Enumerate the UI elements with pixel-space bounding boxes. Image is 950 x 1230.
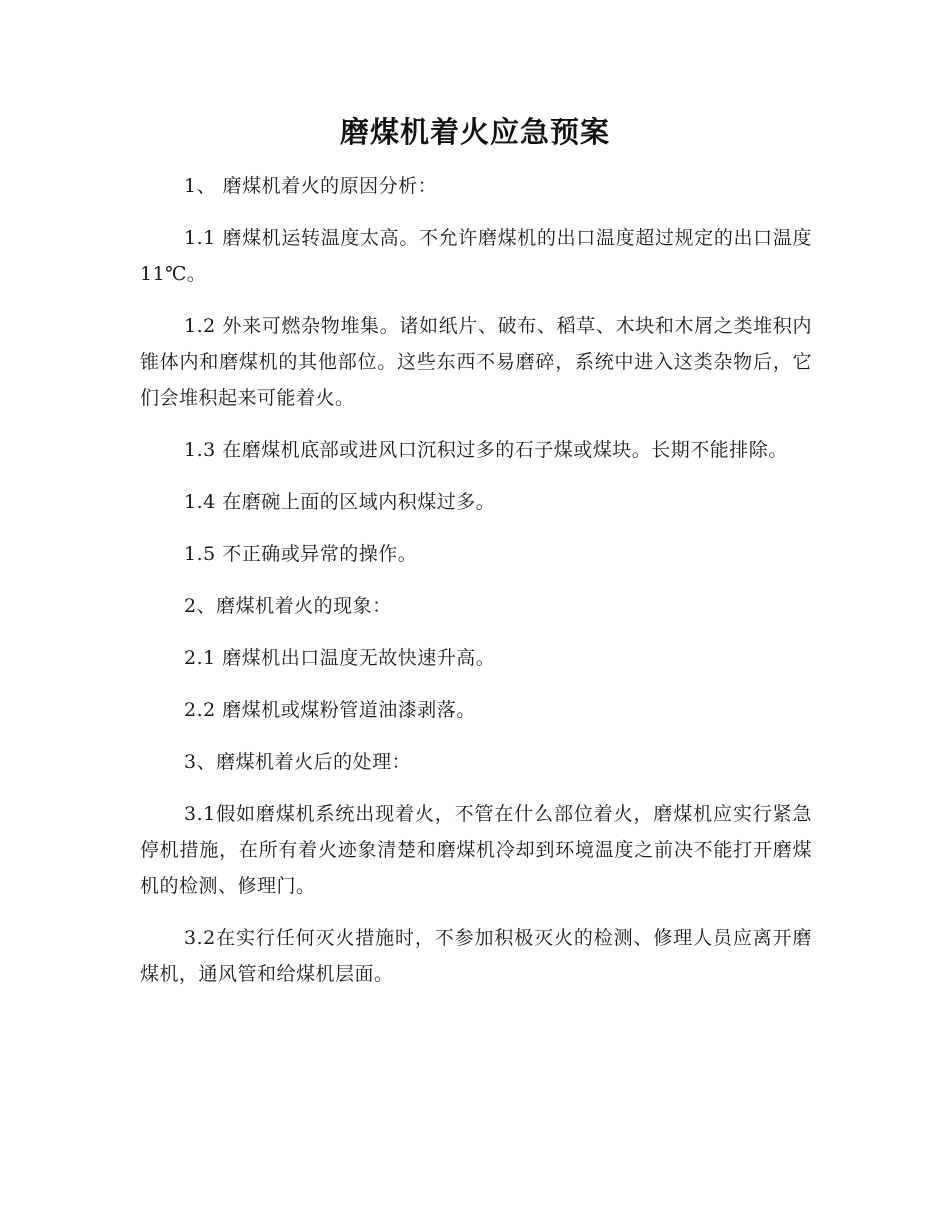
paragraph-3-2: 3.2在实行任何灭火措施时，不参加积极灭火的检测、修理人员应离开磨煤机，通风管和给煤机层面。: [140, 927, 812, 985]
paragraph-1-4: 1.4 在磨碗上面的区域内积煤过多。: [184, 491, 496, 513]
document-title: 磨煤机着火应急预案: [339, 115, 610, 149]
section-heading-symptoms: 2、磨煤机着火的现象：: [184, 595, 392, 617]
section-heading-handling: 3、磨煤机着火后的处理：: [184, 751, 412, 773]
paragraph-1-1: 1.1 磨煤机运转温度太高。不允许磨煤机的出口温度超过规定的出口温度11℃。: [140, 227, 812, 285]
document-body: [140, 168, 812, 1008]
paragraph-3-1: 3.1假如磨煤机系统出现着火，不管在什么部位着火，磨煤机应实行紧急停机措施，在所有着火迹象清楚和磨煤机冷却到环境温度之前决不能打开磨煤机的检测、修理门。: [140, 803, 812, 897]
paragraph-2-1: 2.1 磨煤机出口温度无故快速升高。: [184, 647, 496, 669]
paragraph-1-2: 1.2 外来可燃杂物堆集。诸如纸片、破布、稻草、木块和木屑之类堆积内锥体内和磨煤机的其他部位。这些东西不易磨碎，系统中进入这类杂物后，它们会堆积起来可能着火。: [140, 315, 812, 409]
paragraph-2-2: 2.2 磨煤机或煤粉管道油漆剥落。: [184, 699, 476, 721]
paragraph-1-5: 1.5 不正确或异常的操作。: [184, 543, 418, 565]
paragraph-1-3: 1.3 在磨煤机底部或进风口沉积过多的石子煤或煤块。长期不能排除。: [184, 439, 788, 461]
section-heading-causes: 1、 磨煤机着火的原因分析：: [184, 175, 438, 197]
